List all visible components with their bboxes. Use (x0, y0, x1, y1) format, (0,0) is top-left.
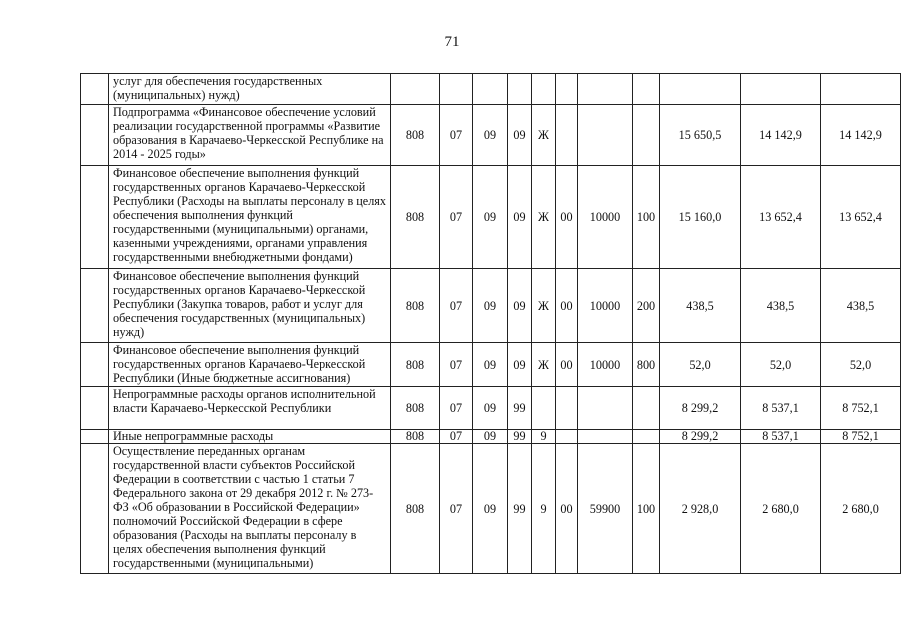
year1-amount-cell: 8 299,2 (660, 387, 741, 430)
target-code-cell: 09 (508, 105, 532, 166)
subprogram-code-cell: 00 (556, 166, 578, 269)
direction-code-cell (578, 74, 633, 105)
year3-amount-cell: 14 142,9 (821, 105, 901, 166)
target-code-cell: 09 (508, 343, 532, 387)
table-row (81, 343, 901, 387)
program-code-cell (532, 387, 556, 430)
year2-amount-cell: 14 142,9 (741, 105, 821, 166)
gr-cell: 808 (391, 430, 440, 444)
subprogram-code-cell (556, 387, 578, 430)
year3-amount-cell: 438,5 (821, 269, 901, 343)
direction-code-cell (578, 105, 633, 166)
expense-type-cell: 100 (633, 444, 660, 574)
direction-code-cell: 10000 (578, 166, 633, 269)
year3-amount-cell: 13 652,4 (821, 166, 901, 269)
row-number-cell (81, 166, 109, 269)
subprogram-code-cell (556, 105, 578, 166)
gr-cell: 808 (391, 105, 440, 166)
expense-name-cell: Финансовое обеспечение выполнения функций государственных органов Карачаево-Черкесской Республики (Иные бюджетные ассигнования) (109, 343, 391, 387)
subsection-cell (473, 74, 508, 105)
gr-cell: 808 (391, 387, 440, 430)
expense-type-cell (633, 105, 660, 166)
subprogram-code-cell: 00 (556, 343, 578, 387)
target-code-cell (508, 74, 532, 105)
section-cell: 07 (440, 430, 473, 444)
gr-cell (391, 74, 440, 105)
expense-name-cell: Осуществление переданных органам государственной власти субъектов Российской Федерации в соответствии с частью 1 статьи 7 Федерального закона от 29 декабря 2012 г. № 273-ФЗ «Об образовании в Российской Федерации» полномочий Российской Федерации в сфере образования (Расходы на выплаты персоналу в целях обеспечения выполнения функций государственными (муниципальными) (109, 444, 391, 574)
table-row (81, 105, 901, 166)
expense-type-cell (633, 387, 660, 430)
expense-type-cell (633, 430, 660, 444)
table-row (81, 444, 901, 574)
expense-name-cell: Подпрограмма «Финансовое обеспечение условий реализации государственной программы «Развитие образования в Карачаево-Черкесской Республике на 2014 - 2025 годы» (109, 105, 391, 166)
section-cell (440, 74, 473, 105)
year2-amount-cell: 2 680,0 (741, 444, 821, 574)
year2-amount-cell: 52,0 (741, 343, 821, 387)
year3-amount-cell: 2 680,0 (821, 444, 901, 574)
section-cell: 07 (440, 387, 473, 430)
direction-code-cell: 10000 (578, 343, 633, 387)
expense-type-cell: 800 (633, 343, 660, 387)
year1-amount-cell: 52,0 (660, 343, 741, 387)
section-cell: 07 (440, 269, 473, 343)
program-code-cell: 9 (532, 444, 556, 574)
section-cell: 07 (440, 166, 473, 269)
direction-code-cell: 59900 (578, 444, 633, 574)
target-code-cell: 99 (508, 387, 532, 430)
program-code-cell: Ж (532, 343, 556, 387)
subsection-cell: 09 (473, 430, 508, 444)
year2-amount-cell: 8 537,1 (741, 430, 821, 444)
year1-amount-cell: 438,5 (660, 269, 741, 343)
table-row (81, 430, 901, 444)
subsection-cell: 09 (473, 105, 508, 166)
direction-code-cell (578, 430, 633, 444)
target-code-cell: 09 (508, 269, 532, 343)
target-code-cell: 99 (508, 430, 532, 444)
expense-name-cell: услуг для обеспечения государственных (муниципальных) нужд) (109, 74, 391, 105)
expense-name-cell: Непрограммные расходы органов исполнительной власти Карачаево-Черкесской Республики (109, 387, 391, 430)
row-number-cell (81, 430, 109, 444)
subsection-cell: 09 (473, 166, 508, 269)
table-row (81, 74, 901, 105)
subsection-cell: 09 (473, 387, 508, 430)
section-cell: 07 (440, 343, 473, 387)
program-code-cell: Ж (532, 105, 556, 166)
year1-amount-cell: 2 928,0 (660, 444, 741, 574)
year1-amount-cell: 15 650,5 (660, 105, 741, 166)
gr-cell: 808 (391, 343, 440, 387)
subprogram-code-cell: 00 (556, 269, 578, 343)
gr-cell: 808 (391, 444, 440, 574)
expense-name-cell: Иные непрограммные расходы (109, 430, 391, 444)
direction-code-cell: 10000 (578, 269, 633, 343)
program-code-cell: Ж (532, 166, 556, 269)
gr-cell: 808 (391, 269, 440, 343)
row-number-cell (81, 269, 109, 343)
subprogram-code-cell (556, 74, 578, 105)
subsection-cell: 09 (473, 343, 508, 387)
year2-amount-cell (741, 74, 821, 105)
year3-amount-cell: 8 752,1 (821, 430, 901, 444)
year2-amount-cell: 8 537,1 (741, 387, 821, 430)
row-number-cell (81, 74, 109, 105)
program-code-cell: 9 (532, 430, 556, 444)
gr-cell: 808 (391, 166, 440, 269)
year1-amount-cell: 8 299,2 (660, 430, 741, 444)
row-number-cell (81, 444, 109, 574)
year2-amount-cell: 13 652,4 (741, 166, 821, 269)
row-number-cell (81, 387, 109, 430)
target-code-cell: 09 (508, 166, 532, 269)
year1-amount-cell: 15 160,0 (660, 166, 741, 269)
subprogram-code-cell: 00 (556, 444, 578, 574)
expense-name-cell: Финансовое обеспечение выполнения функций государственных органов Карачаево-Черкесской Республики (Расходы на выплаты персоналу в целях обеспечения выполнения функций государственными (муниципальными) органами, казенными учреждениями, органами управления государственными внебюджетными фондами) (109, 166, 391, 269)
subsection-cell: 09 (473, 269, 508, 343)
year3-amount-cell (821, 74, 901, 105)
page-number: 71 (444, 34, 460, 50)
table-row (81, 166, 901, 269)
budget-table (80, 73, 901, 574)
table-row (81, 269, 901, 343)
expense-name-cell: Финансовое обеспечение выполнения функций государственных органов Карачаево-Черкесской Республики (Закупка товаров, работ и услуг для обеспечения государственных (муниципальных) нужд) (109, 269, 391, 343)
year2-amount-cell: 438,5 (741, 269, 821, 343)
row-number-cell (81, 105, 109, 166)
section-cell: 07 (440, 105, 473, 166)
program-code-cell: Ж (532, 269, 556, 343)
subprogram-code-cell (556, 430, 578, 444)
target-code-cell: 99 (508, 444, 532, 574)
year1-amount-cell (660, 74, 741, 105)
row-number-cell (81, 343, 109, 387)
year3-amount-cell: 8 752,1 (821, 387, 901, 430)
expense-type-cell: 200 (633, 269, 660, 343)
year3-amount-cell: 52,0 (821, 343, 901, 387)
direction-code-cell (578, 387, 633, 430)
expense-type-cell (633, 74, 660, 105)
expense-type-cell: 100 (633, 166, 660, 269)
subsection-cell: 09 (473, 444, 508, 574)
section-cell: 07 (440, 444, 473, 574)
program-code-cell (532, 74, 556, 105)
table-row (81, 387, 901, 430)
